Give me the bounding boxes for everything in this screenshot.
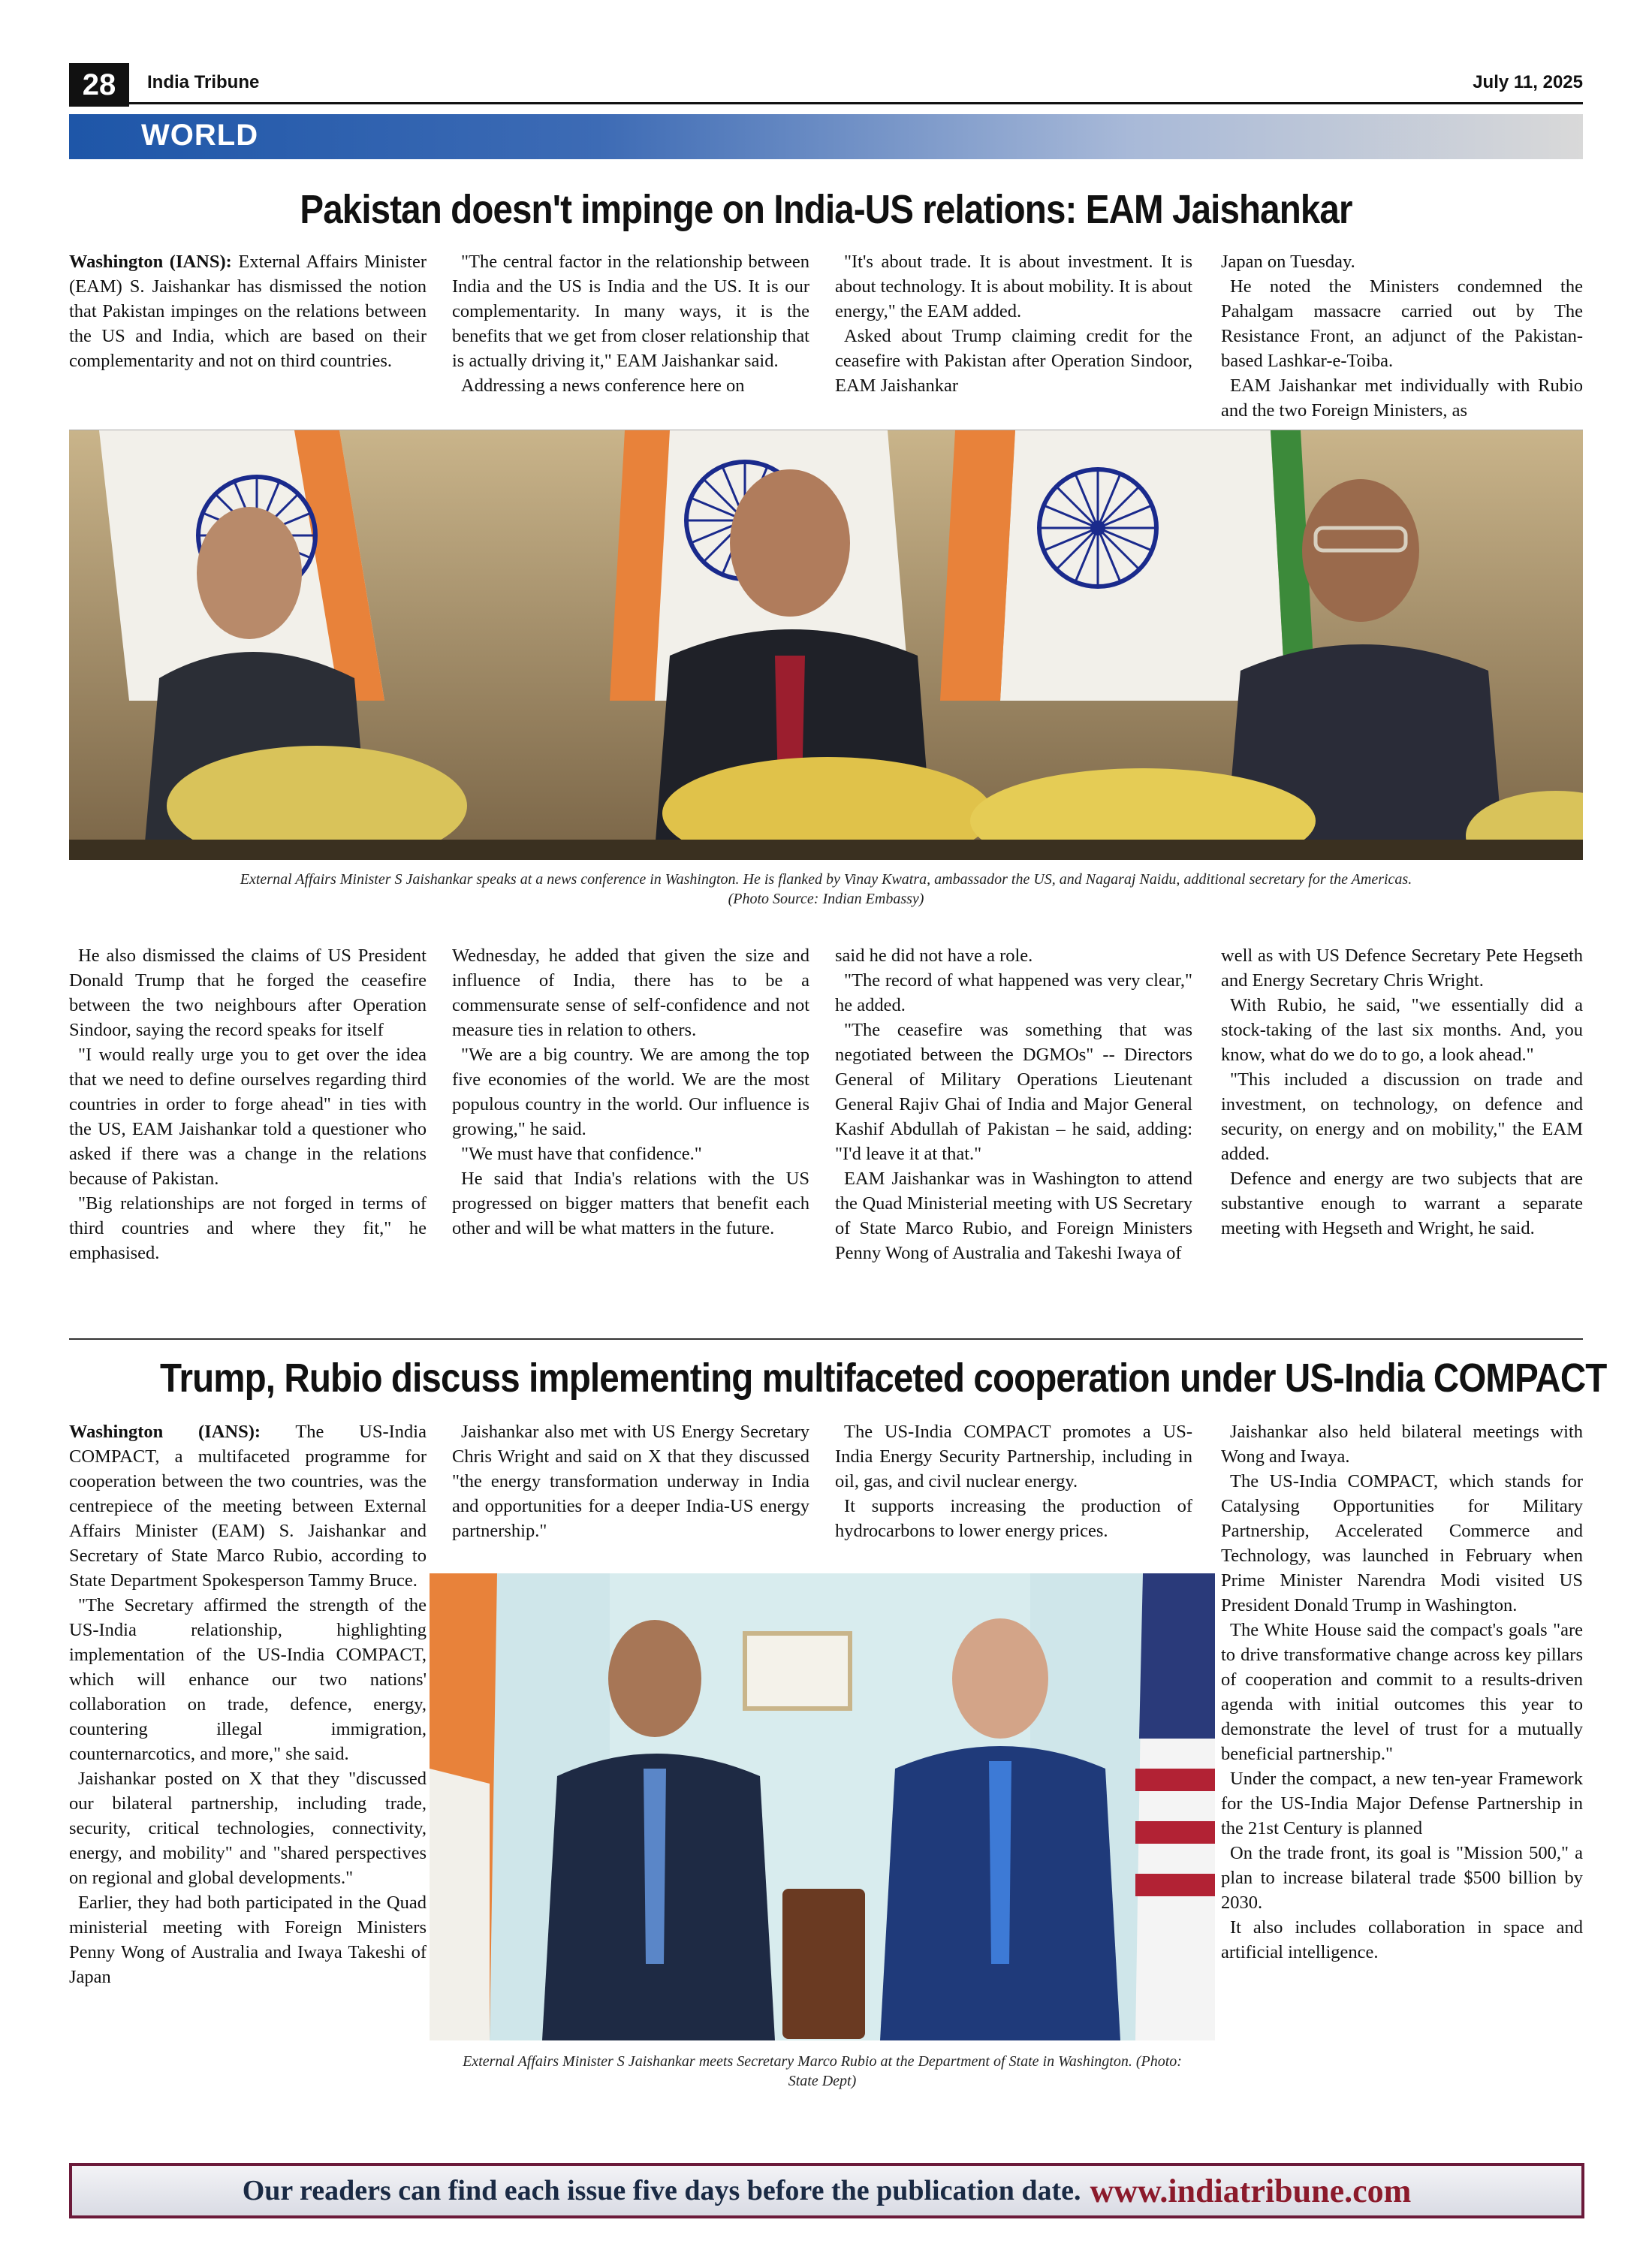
paragraph: "The Secretary affirmed the strength of the US-India relationship, highlighting implementation of the US-India COMPACT, which will enhance our two nations' collaboration on trade, defence, energy, countering illegal immigration, counternarcotics, and more," she said.	[69, 1595, 427, 1764]
paragraph: It supports increasing the production of hydrocarbons to lower energy prices.	[835, 1496, 1192, 1541]
paragraph: Addressing a news conference here on	[461, 376, 745, 396]
article1-lower-column-3	[835, 943, 1192, 1265]
article1-column-3	[835, 249, 1192, 398]
paragraph: It also includes collaboration in space and artificial intelligence.	[1221, 1917, 1583, 1962]
article1-column-1	[69, 249, 427, 373]
paragraph: The US-India COMPACT, which stands for Catalysing Opportunities for Military Partnership, Accelerated Commerce and Technology, was launched in February when Prime Minister Narendra Modi visited US President Donald Trump in Washington.	[1221, 1471, 1583, 1615]
website-link[interactable]: www.indiatribune.com	[1090, 2172, 1412, 2209]
section-label: WORLD	[141, 119, 259, 152]
article2-lead: The US-India COMPACT, a multifaceted programme for cooperation between the two countries, was the centrepiece of the meeting between External Affairs Minister (EAM) S. Jaishankar and Secretary of State Marco Rubio, according to State Department Spokesperson Tammy Bruce.	[69, 1422, 427, 1591]
publication-name: India Tribune	[147, 72, 260, 92]
article2-photo-caption: External Affairs Minister S Jaishankar meets Secretary Marco Rubio at the Department of State in Washington. (Photo: State Dept)	[463, 2053, 1182, 2089]
article1-headline: Pakistan doesn't impinge on India-US relations: EAM Jaishankar	[300, 187, 1352, 232]
footer-banner	[69, 2163, 1584, 2218]
paragraph: He also dismissed the claims of US President Donald Trump that he forged the ceasefire between the two neighbours after Operation Sindoor, saying the record speaks for itself	[69, 946, 427, 1040]
paragraph: Asked about Trump claiming credit for the ceasefire with Pakistan after Operation Sindoor, EAM Jaishankar	[835, 326, 1192, 396]
paragraph: EAM Jaishankar was in Washington to attend the Quad Ministerial meeting with US Secretary of State Marco Rubio, and Foreign Ministers Penny Wong of Australia and Takeshi Iwaya of	[835, 1169, 1192, 1263]
paragraph: "We are a big country. We are among the top five economies of the world. We are the most populous country in the world. Our influence is growing," he said.	[452, 1045, 809, 1139]
issue-date: July 11, 2025	[1473, 72, 1583, 92]
paragraph: Earlier, they had both participated in the Quad ministerial meeting with Foreign Ministers Penny Wong of Australia and Iwaya Takeshi of Japan	[69, 1893, 427, 1987]
paragraph: Japan on Tuesday.	[1221, 252, 1355, 272]
article2-headline: Trump, Rubio discuss implementing multifaceted cooperation under US-India COMPACT	[159, 1356, 1607, 1401]
paragraph: "We must have that confidence."	[461, 1144, 702, 1164]
section-bar	[69, 114, 1583, 159]
article1-lower-column-2	[452, 943, 809, 1241]
paragraph: Under the compact, a new ten-year Framework for the US-India Major Defense Partnership in the 21st Century is planned	[1221, 1769, 1583, 1838]
paragraph: Jaishankar also held bilateral meetings with Wong and Iwaya.	[1221, 1422, 1583, 1467]
footer-text: Our readers can find each issue five days before the publication date.	[242, 2175, 1081, 2206]
paragraph: With Rubio, he said, "we essentially did a stock-taking of the last six months. And, you know, what do we do to go, a look ahead."	[1221, 995, 1583, 1065]
paragraph: "Big relationships are not forged in terms of third countries and where they fit," he emphasised.	[69, 1193, 427, 1263]
jaishankar-rubio-photo	[430, 1573, 1215, 2040]
article1-photo	[69, 430, 1583, 860]
article1-photo-caption: External Affairs Minister S Jaishankar speaks at a news conference in Washington. He is flanked by Vinay Kwatra, ambassador the US, and Nagaraj Naidu, additional secretary for the Americas. (Photo Source: Indian Embassy)	[240, 871, 1412, 907]
paragraph: "I would really urge you to get over the idea that we need to define ourselves regarding third countries in order to forge ahead" in ties with the US, EAM Jaishankar told a questioner who asked if there was a change in the relations because of Pakistan.	[69, 1045, 427, 1189]
paragraph: On the trade front, its goal is "Mission 500," a plan to increase bilateral trade $500 billion by 2030.	[1221, 1843, 1583, 1913]
article-divider	[69, 1338, 1583, 1340]
page-number: 28	[69, 63, 129, 107]
paragraph: Jaishankar posted on X that they "discussed our bilateral partnership, including trade, security, critical technologies, connectivity, energy, and mobility" and "shared perspectives on regional and global developments."	[69, 1769, 427, 1888]
article1-column-2	[452, 249, 809, 398]
paragraph: "The ceasefire was something that was negotiated between the DGMOs" -- Directors General of Military Operations Lieutenant General Rajiv Ghai of India and Major General Kashif Abdullah of Pakistan – he said, adding: "I'd leave it at that."	[835, 1020, 1192, 1164]
article1-column-4	[1221, 249, 1583, 423]
news-conference-photo	[69, 430, 1583, 860]
paragraph: The White House said the compact's goals "are to drive transformative change across key pillars of cooperation and commit to a results-driven agenda with initial outcomes this year to demonstrate the level of trust for a mutually beneficial partnership."	[1221, 1620, 1583, 1764]
paragraph: Wednesday, he added that given the size and influence of India, there has to be a commensurate sense of self-confidence and not measure ties in relation to others.	[452, 946, 809, 1040]
paragraph: "The record of what happened was very clear," he added.	[835, 970, 1192, 1015]
header-rule	[69, 102, 1583, 104]
paragraph: Defence and energy are two subjects that are substantive enough to warrant a separate meeting with Hegseth and Wright, he said.	[1221, 1169, 1583, 1238]
paragraph: He noted the Ministers condemned the Pahalgam massacre carried out by The Resistance Front, an adjunct of the Pakistan-based Lashkar-e-Toiba.	[1221, 276, 1583, 371]
article2-column-3	[835, 1419, 1192, 1543]
article2-dateline: Washington (IANS):	[69, 1422, 261, 1442]
article2-photo	[430, 1573, 1215, 2040]
article2-column-2	[452, 1419, 809, 1543]
paragraph: well as with US Defence Secretary Pete Hegseth and Energy Secretary Chris Wright.	[1221, 946, 1583, 991]
article2-column-1	[69, 1419, 427, 1989]
article2-column-4	[1221, 1419, 1583, 1965]
paragraph: The US-India COMPACT promotes a US-India Energy Security Partnership, including in oil, gas, and civil nuclear energy.	[835, 1422, 1192, 1491]
article1-lower-column-1	[69, 943, 427, 1265]
paragraph: "The central factor in the relationship between India and the US is India and the US. It is our complementarity. In many ways, it is the benefits that we get from closer relationship that is actually driving it," EAM Jaishankar said.	[452, 252, 809, 371]
paragraph: Jaishankar also met with US Energy Secretary Chris Wright and said on X that they discussed "the energy transformation underway in India and opportunities for a deeper India-US energy partnership."	[452, 1422, 809, 1541]
paragraph: "This included a discussion on trade and investment, on technology, on defence and security, on energy and on mobility," the EAM added.	[1221, 1069, 1583, 1164]
article1-dateline: Washington (IANS):	[69, 252, 232, 272]
paragraph: said he did not have a role.	[835, 946, 1033, 966]
paragraph: EAM Jaishankar met individually with Rubio and the two Foreign Ministers, as	[1221, 376, 1583, 421]
article1-lead: External Affairs Minister (EAM) S. Jaishankar has dismissed the notion that Pakistan impinges on the relations between the US and India, which are based on their complementarity and not on third countries.	[69, 252, 427, 371]
paragraph: "It's about trade. It is about investment. It is about technology. It is about mobility. It is about energy," the EAM added.	[835, 252, 1192, 321]
article1-lower-column-4	[1221, 943, 1583, 1241]
paragraph: He said that India's relations with the US progressed on bigger matters that benefit each other and will be what matters in the future.	[452, 1169, 809, 1238]
